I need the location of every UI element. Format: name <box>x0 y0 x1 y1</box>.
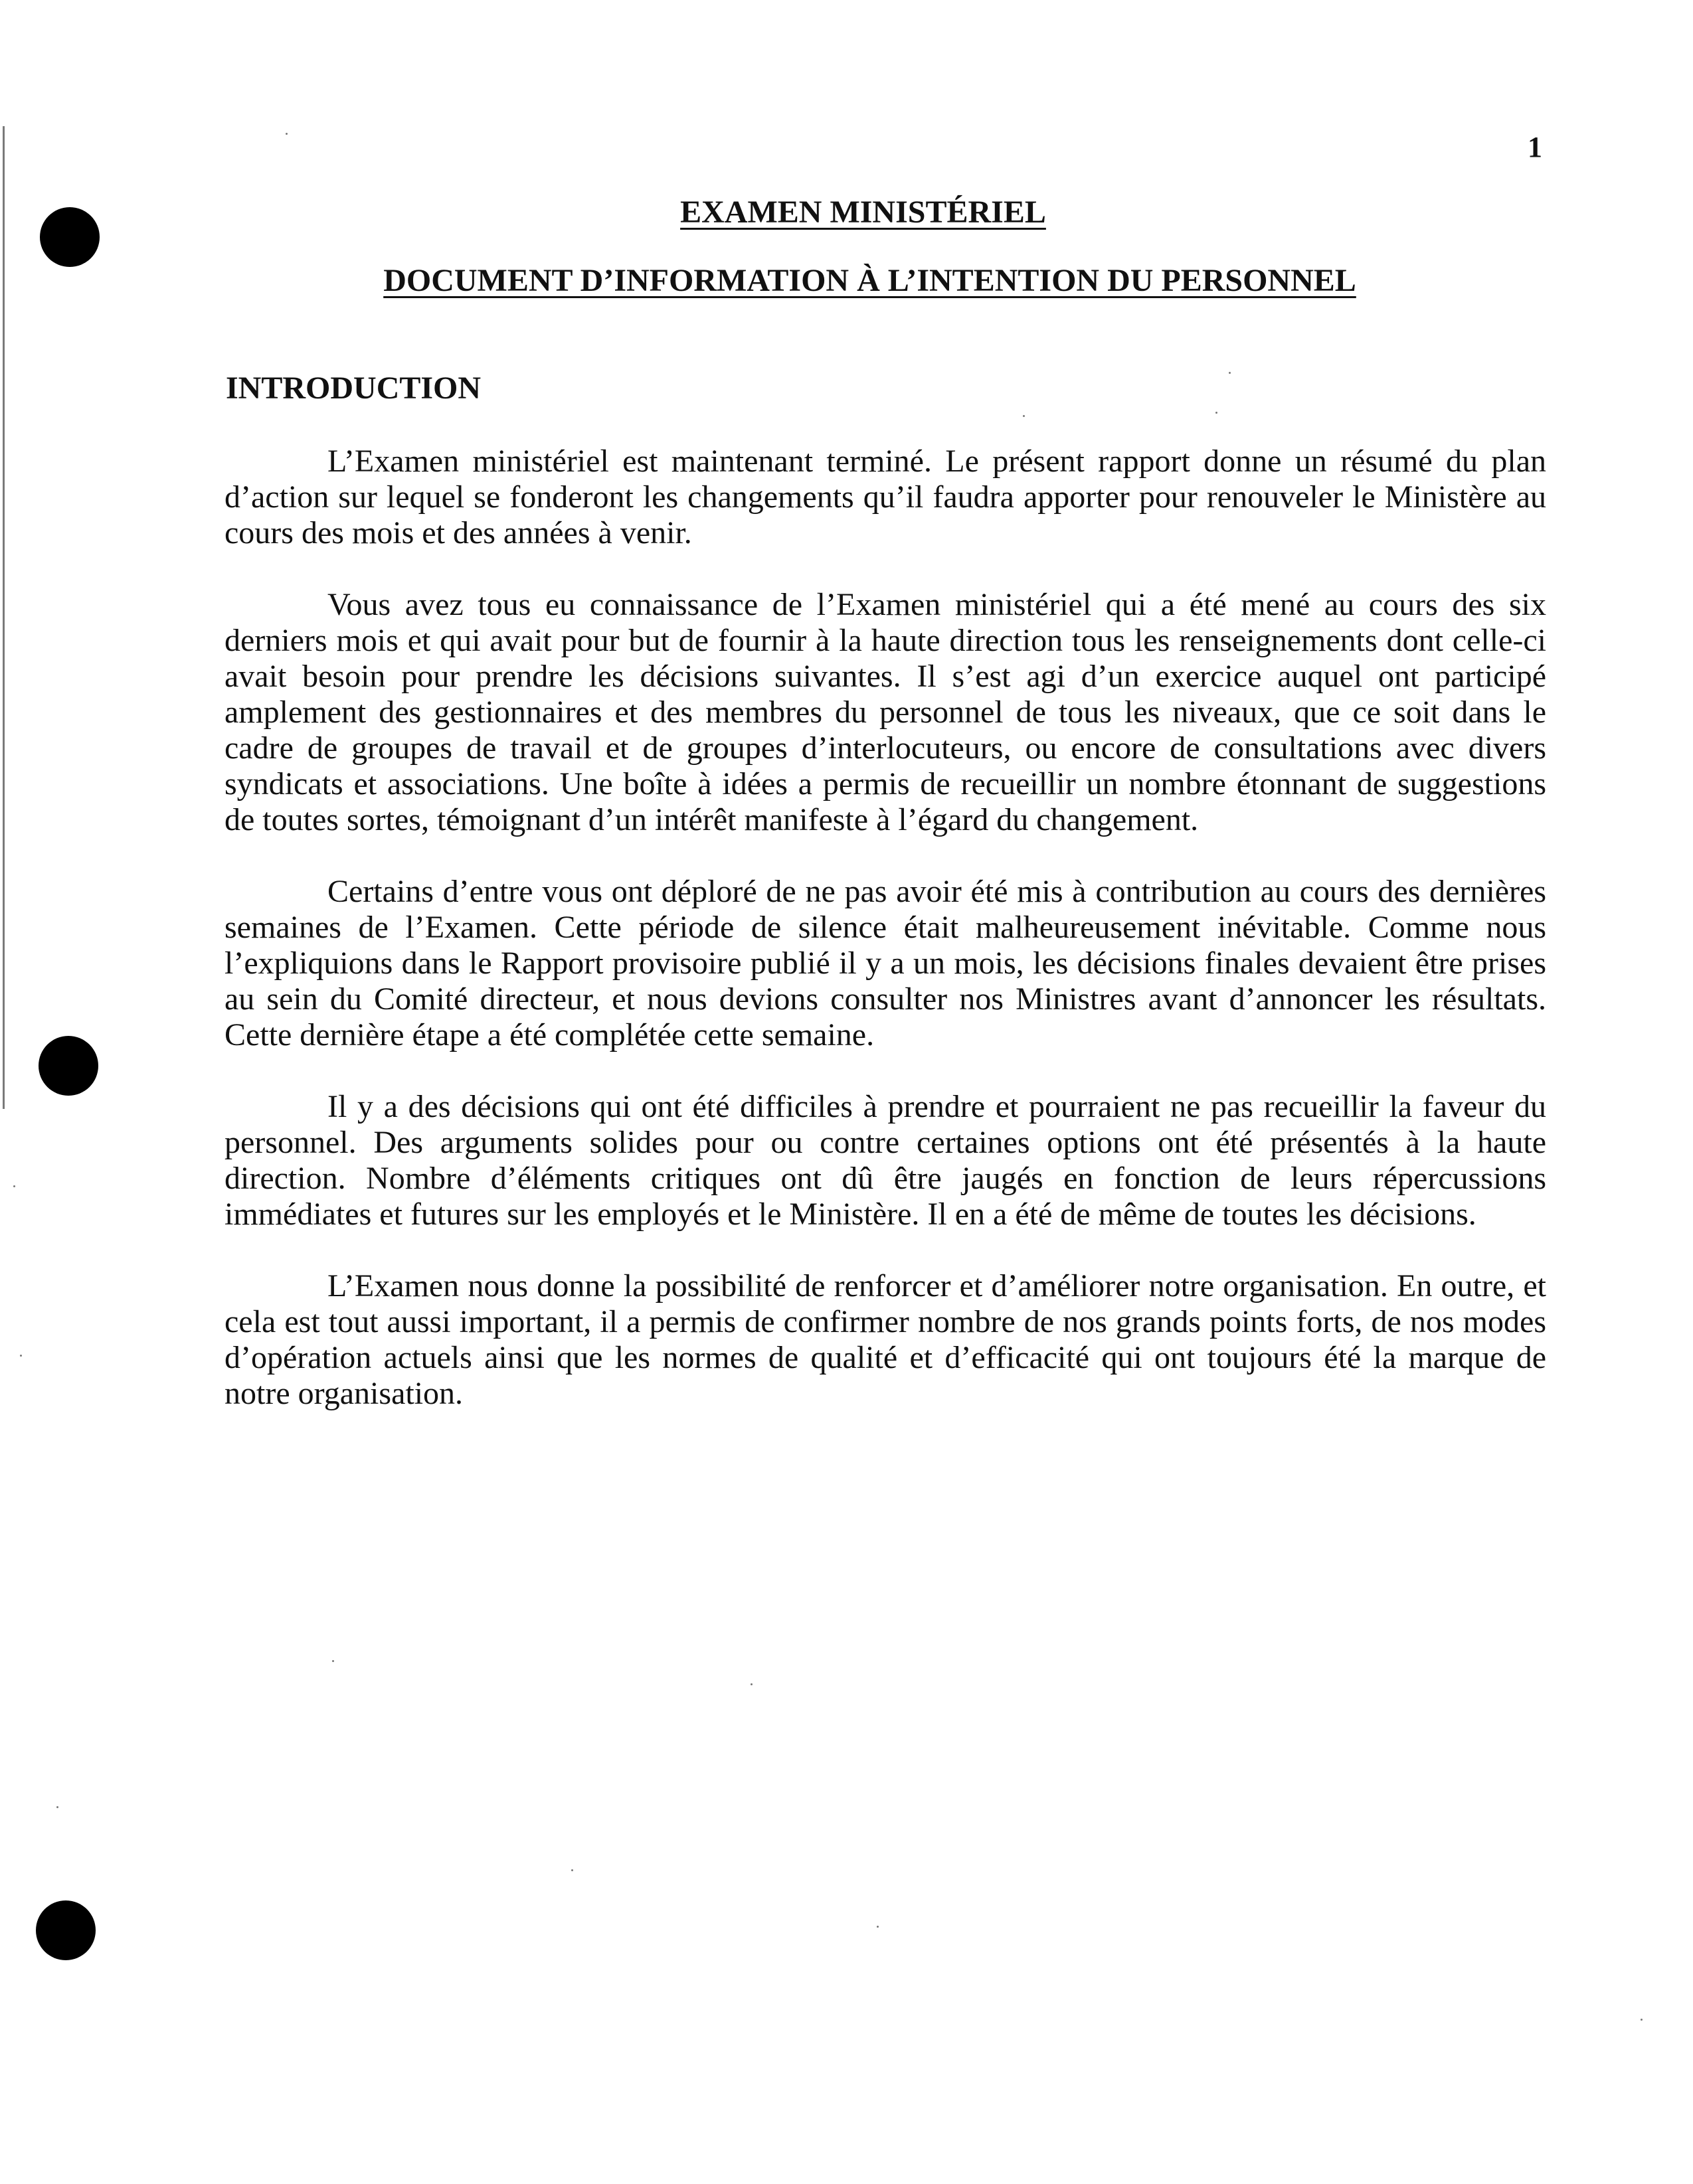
punch-hole-mark <box>39 1036 98 1096</box>
document-title-text: EXAMEN MINISTÉRIEL <box>680 195 1046 230</box>
scan-speck <box>1229 372 1231 374</box>
punch-hole-mark <box>36 1900 96 1960</box>
paragraph: Certains d’entre vous ont déploré de ne pas avoir été mis à contribution au cours des dernières semaines de l’Examen. Cette période de silence était malheureusement inévitable. Comme nous l’expliquions dans le Rapport provisoire publié il y a un mois, les décisions finales devaient être prises au sein du Comité directeur, et nous devions consulter nos Ministres avant d’annoncer les résultats. Cette dernière étape a été complétée cette semaine. <box>224 874 1546 1052</box>
scan-speck <box>332 1660 334 1662</box>
paragraph: L’Examen nous donne la possibilité de renforcer et d’améliorer notre organisation. En outre, et cela est tout aussi important, il a permis de confirmer nombre de nos grands points forts, de nos modes d’opération actuels ainsi que les normes de qualité et d’efficacité qui ont toujours été la marque de notre organisation. <box>224 1268 1546 1411</box>
scan-speck <box>877 1926 879 1928</box>
scan-speck <box>286 133 288 135</box>
page-number: 1 <box>1528 131 1542 163</box>
paragraph: L’Examen ministériel est maintenant terminé. Le présent rapport donne un résumé du plan d’action sur lequel se fonderont les changements qu’il faudra apporter pour renouveler le Ministère au cours des mois et des années à venir. <box>224 444 1546 550</box>
scan-speck <box>571 1869 573 1871</box>
paragraph: Il y a des décisions qui ont été difficiles à prendre et pourraient ne pas recueillir la faveur du personnel. Des arguments solides pour ou contre certaines options ont été présentés à la haute direction. Nombre d’éléments critiques ont dû être jaugés en fonction de leurs répercussions immédiates et futures sur les employés et le Ministère. Il en a été de même de toutes les décisions. <box>224 1089 1546 1232</box>
paragraph: Vous avez tous eu connaissance de l’Examen ministériel qui a été mené au cours des six derniers mois et qui avait pour but de fournir à la haute direction tous les renseignements dont celle-ci avait besoin pour prendre les décisions suivantes. Il s’est agi d’un exercice auquel ont participé amplement des gestionnaires et des membres du personnel de tous les niveaux, que ce soit dans le cadre de groupes de travail et de groupes d’interlocuteurs, ou encore de consultations avec divers syndicats et associations. Une boîte à idées a permis de recueillir un nombre étonnant de suggestions de toutes sortes, témoignant d’un intérêt manifeste à l’égard du changement. <box>224 587 1546 837</box>
scan-speck <box>1215 412 1217 414</box>
scan-speck <box>20 1355 22 1357</box>
document-subtitle-text: DOCUMENT D’INFORMATION À L’INTENTION DU PERSONNEL <box>383 263 1356 298</box>
scan-speck <box>13 1185 15 1187</box>
document-subtitle <box>0 262 1693 299</box>
scan-speck <box>1641 2019 1643 2021</box>
scan-speck <box>1023 415 1025 417</box>
scan-speck <box>56 1806 58 1808</box>
scan-speck <box>751 1683 753 1685</box>
body-text <box>224 444 1546 1448</box>
section-heading: INTRODUCTION <box>226 371 482 406</box>
document-title <box>0 194 1693 230</box>
